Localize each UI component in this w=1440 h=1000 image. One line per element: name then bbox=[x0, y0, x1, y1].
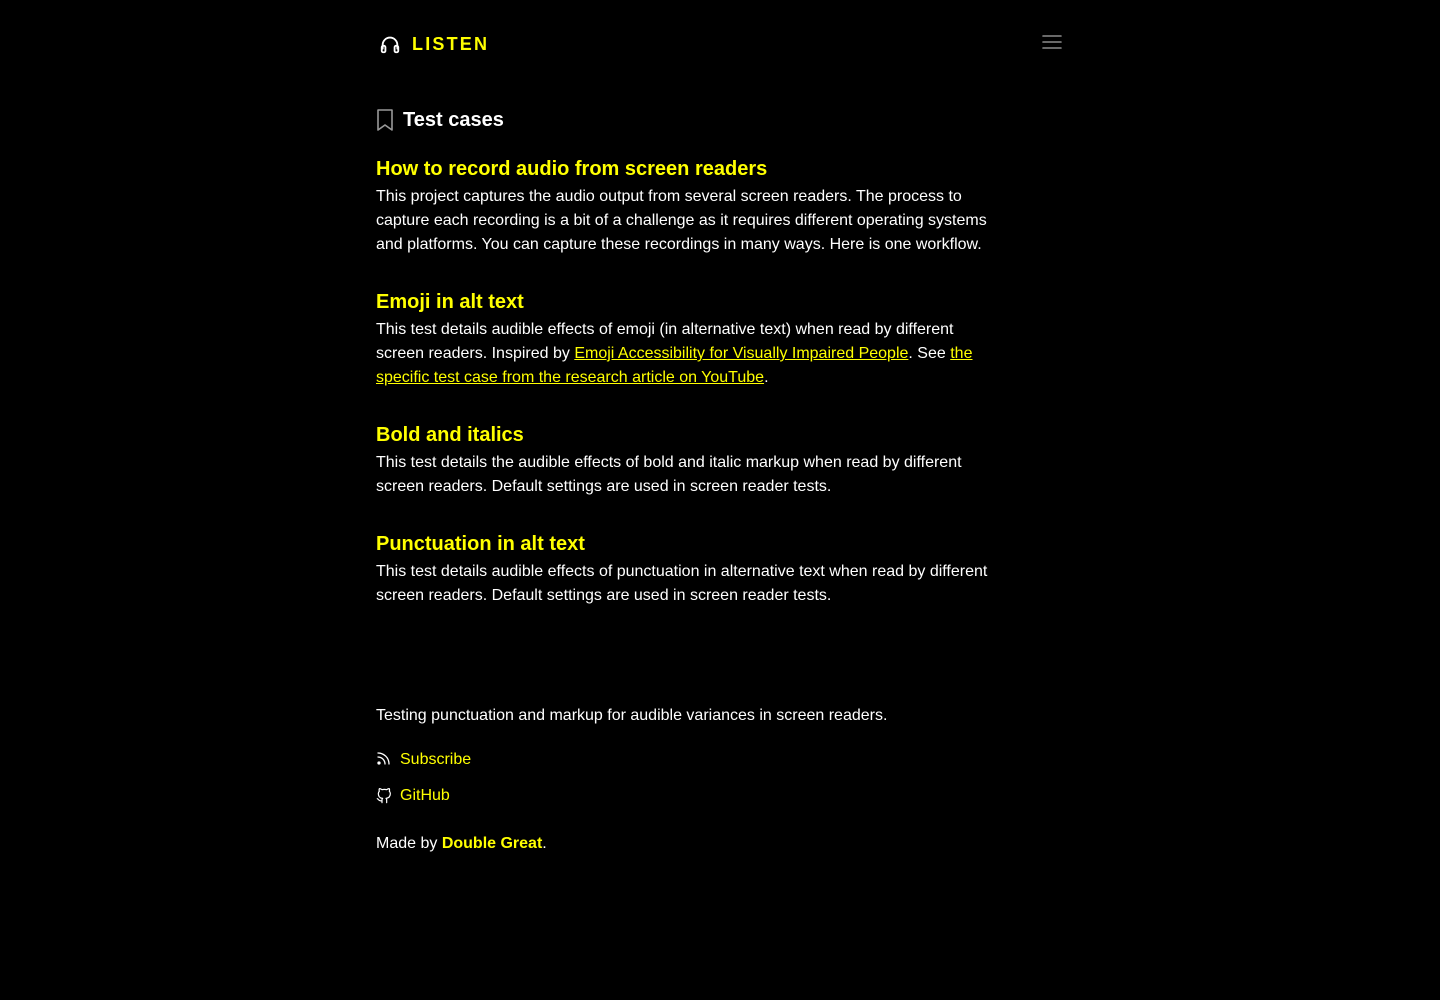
headphones-icon bbox=[379, 33, 401, 55]
brand-home-link[interactable] bbox=[379, 33, 489, 55]
footer-tagline: Testing punctuation and markup for audible variances in screen readers. bbox=[376, 707, 888, 724]
brand-name: LISTEN bbox=[412, 33, 490, 54]
article-summary: This test details audible effects of punctuation in alternative text when read by different screen readers. Default settings are used in screen reader tests. bbox=[376, 563, 988, 604]
article-link-bold-italics[interactable]: Bold and italics bbox=[376, 424, 524, 446]
article-title bbox=[376, 532, 996, 556]
bookmark-icon bbox=[376, 108, 394, 132]
menu-button[interactable] bbox=[1040, 33, 1064, 55]
subscribe-label: Subscribe bbox=[400, 751, 472, 768]
rss-icon bbox=[376, 750, 392, 770]
made-by-suffix: . bbox=[542, 835, 547, 852]
article-link-record-audio[interactable]: How to record audio from screen readers bbox=[376, 158, 768, 180]
article-summary bbox=[376, 318, 996, 390]
made-by bbox=[376, 833, 1016, 855]
article-link-emoji-alt-text[interactable]: Emoji in alt text bbox=[376, 291, 524, 313]
github-link[interactable] bbox=[376, 785, 1016, 807]
article-item bbox=[376, 423, 996, 499]
article-title bbox=[376, 157, 996, 181]
made-by-prefix: Made by bbox=[376, 835, 442, 852]
subscribe-link[interactable] bbox=[376, 749, 1016, 771]
hamburger-menu-icon bbox=[1042, 34, 1062, 55]
youtube-test-case-link[interactable]: the specific test case from the research article on YouTube bbox=[376, 345, 973, 386]
double-great-link[interactable]: Double Great bbox=[441, 835, 543, 852]
article-link-punctuation-alt-text[interactable]: Punctuation in alt text bbox=[376, 533, 585, 555]
github-icon bbox=[376, 786, 392, 806]
article-title bbox=[376, 423, 996, 447]
article-title bbox=[376, 290, 996, 314]
section-heading bbox=[376, 108, 504, 132]
article-item bbox=[376, 157, 996, 257]
summary-text: . bbox=[764, 369, 769, 386]
summary-text: This test details audible effects of emoji (in alternative text) when read by different screen readers. Inspired by bbox=[376, 321, 954, 362]
article-item bbox=[376, 532, 996, 608]
github-label: GitHub bbox=[400, 787, 450, 804]
article-summary: This project captures the audio output from several screen readers. The process to capture each recording is a bit of a challenge as it requires different operating systems and platforms. You can capture these recordings in many ways. Here is one workflow. bbox=[376, 188, 987, 253]
article-item bbox=[376, 290, 996, 390]
footer bbox=[376, 705, 1016, 855]
article-list bbox=[376, 157, 996, 641]
article-summary: This test details the audible effects of bold and italic markup when read by different screen readers. Default settings are used in screen reader tests. bbox=[376, 454, 962, 495]
emoji-accessibility-link[interactable]: Emoji Accessibility for Visually Impaired People bbox=[574, 345, 909, 362]
summary-text: . See bbox=[908, 345, 951, 362]
section-title: Test cases bbox=[403, 108, 504, 131]
